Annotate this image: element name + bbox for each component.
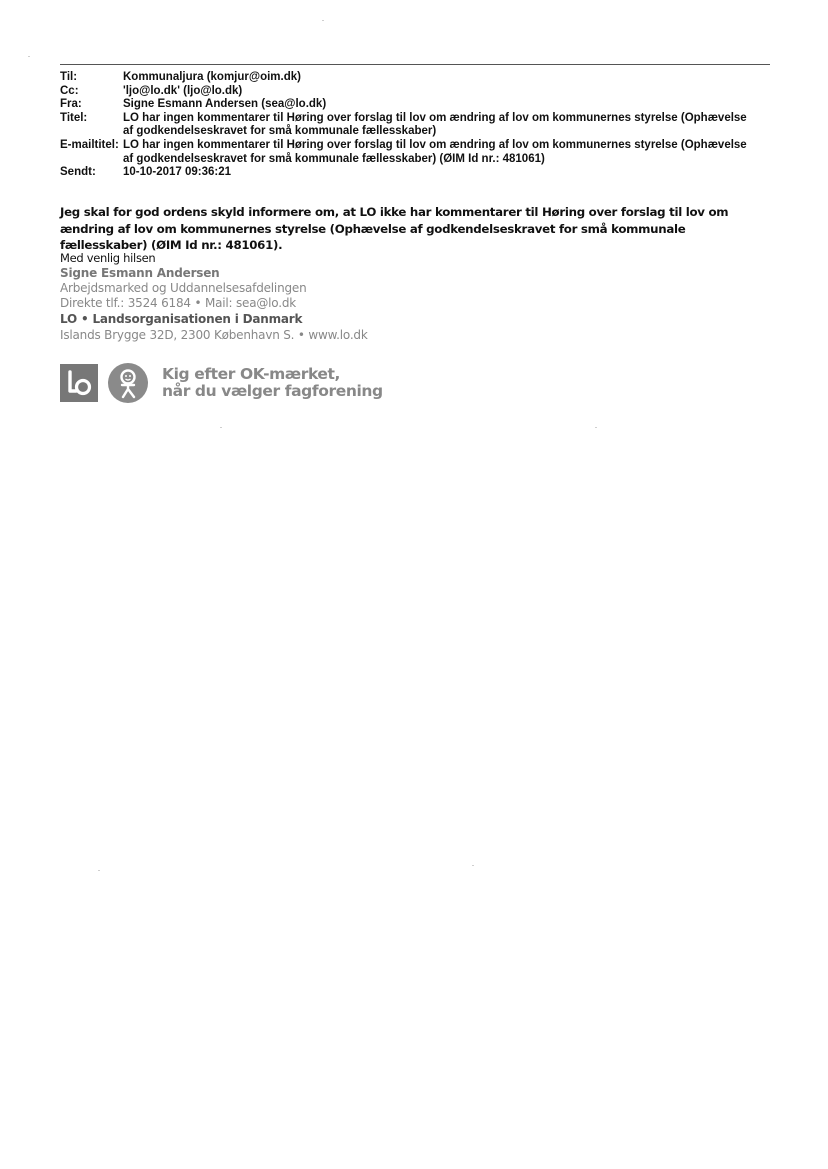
ok-mark-icon	[108, 363, 148, 403]
signature-logos	[60, 363, 383, 403]
lo-logo-icon	[60, 364, 98, 402]
email-title-label: E-mailtitel:	[60, 138, 119, 151]
title-label: Titel:	[60, 111, 88, 124]
cc-value: 'ljo@lo.dk' (ljo@lo.dk)	[123, 84, 243, 97]
title-value: LO har ingen kommentarer til Høring over forslag til lov om ændring af lov om kommunernes styrelse (Ophævelse af godkendelseskravet for små kommunale fællesskaber)	[123, 111, 747, 138]
cc-label: Cc:	[60, 84, 79, 97]
signature-organisation: LO • Landsorganisationen i Danmark	[60, 312, 303, 326]
signature-department: Arbejdsmarked og Uddannelsesafdelingen	[60, 281, 307, 295]
from-value: Signe Esmann Andersen (sea@lo.dk)	[123, 98, 327, 111]
email-body: Jeg skal for god ordens skyld informere om, at LO ikke har kommentarer til Høring over forslag til lov om ændring af lov om kommunernes styrelse (Ophævelse af godkendelseskravet for små kommunale fællesskaber) (ØIM Id nr.: 481061).	[60, 205, 729, 252]
header-divider	[60, 64, 770, 65]
email-title-value: LO har ingen kommentarer til Høring over forslag til lov om ændring af lov om kommunernes styrelse (Ophævelse af godkendelseskravet for små kommunale fællesskaber) (ØIM Id nr.: 481061)	[123, 138, 747, 165]
header-row-email-title	[60, 139, 750, 166]
email-header	[60, 71, 750, 180]
to-value: Kommunaljura (komjur@oim.dk)	[123, 71, 301, 83]
scan-speck	[98, 870, 100, 871]
signature-greeting: Med venlig hilsen	[60, 251, 156, 265]
header-row-from	[60, 98, 750, 112]
slogan-line-2: når du vælger fagforening	[162, 382, 383, 400]
scan-speck	[472, 865, 474, 866]
from-label: Fra:	[60, 98, 82, 111]
scan-speck	[220, 427, 222, 428]
ok-slogan	[162, 366, 383, 400]
scan-speck	[322, 20, 324, 21]
sent-label: Sendt:	[60, 166, 96, 179]
signature-address: Islands Brygge 32D, 2300 København S. • www.lo.dk	[60, 328, 368, 342]
to-label: Til:	[60, 71, 78, 83]
header-row-to	[60, 71, 750, 85]
signature-name: Signe Esmann Andersen	[60, 266, 220, 280]
sent-value: 10-10-2017 09:36:21	[123, 166, 232, 179]
scan-speck	[595, 427, 597, 428]
email-signature	[60, 251, 560, 344]
header-row-cc	[60, 85, 750, 99]
scan-speck	[28, 56, 30, 57]
slogan-line-1: Kig efter OK-mærket,	[162, 365, 341, 383]
header-row-sent	[60, 166, 750, 180]
header-row-title	[60, 112, 750, 139]
signature-contact: Direkte tlf.: 3524 6184 • Mail: sea@lo.dk	[60, 296, 297, 310]
